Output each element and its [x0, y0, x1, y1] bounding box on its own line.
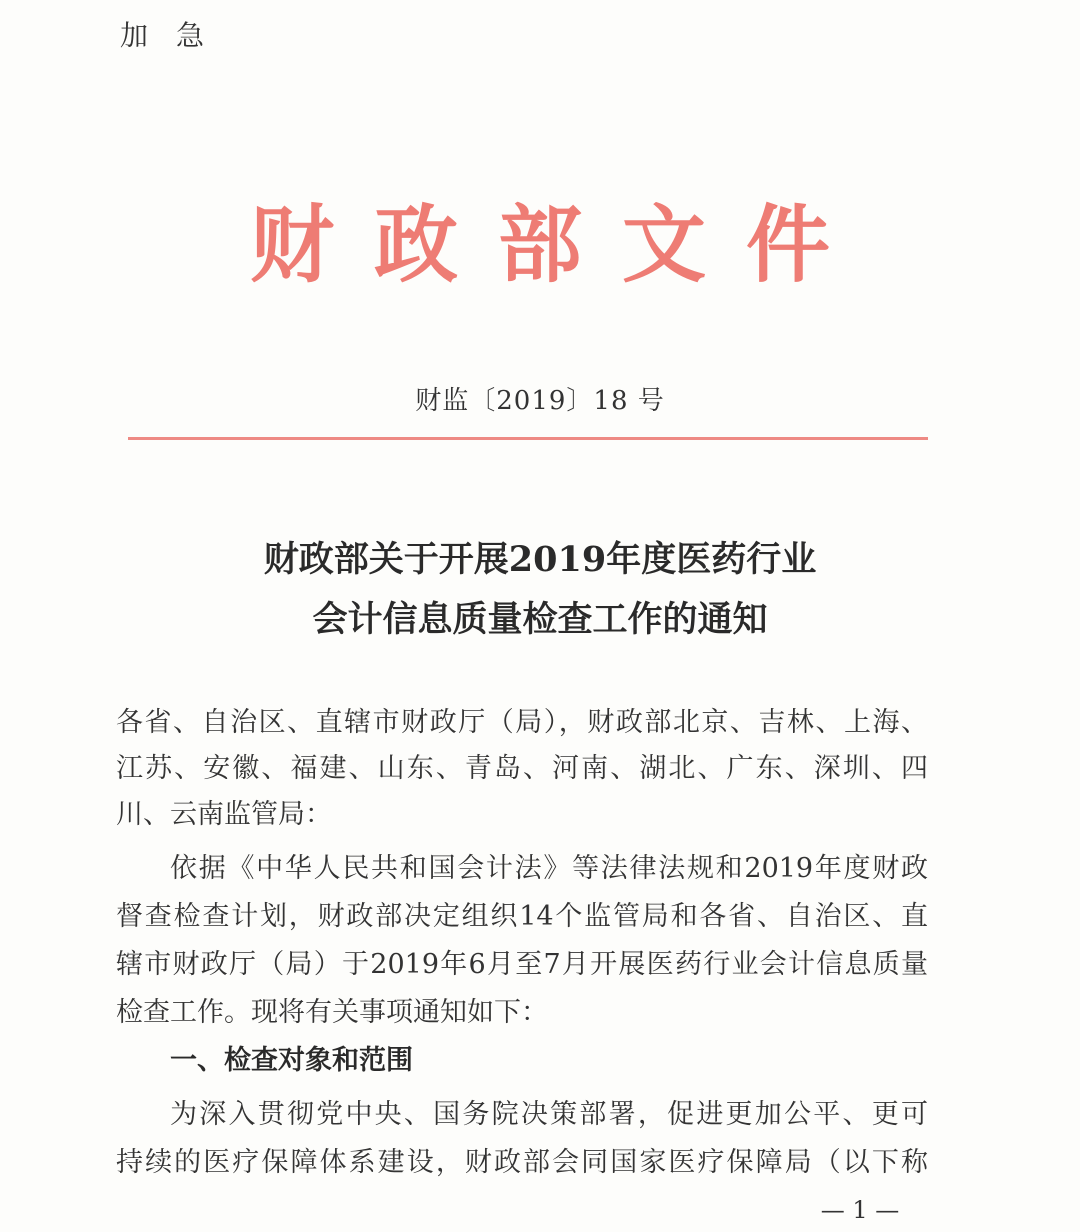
addressee-line: 川、云南监管局：	[116, 799, 332, 830]
paragraph-line: 依据《中华人民共和国会计法》等法律法规和2019年度财政	[170, 853, 928, 884]
notice-title-line-2: 会计信息质量检查工作的通知	[312, 599, 768, 640]
paragraph-line: 持续的医疗保障体系建设，财政部会同国家医疗保障局（以下称	[116, 1147, 928, 1178]
urgency-label: 加急	[120, 19, 233, 52]
paragraph-line: 检查工作。现将有关事项通知如下：	[116, 997, 548, 1028]
page-number: — 1 —	[820, 1196, 900, 1224]
red-divider-line	[128, 437, 928, 440]
notice-title-line-1: 财政部关于开展2019年度医药行业	[263, 539, 817, 580]
masthead-title: 财政部文件	[249, 195, 870, 294]
document-number: 财监〔2019〕18 号	[415, 386, 665, 416]
addressee-line: 各省、自治区、直辖市财政厅（局），财政部北京、吉林、上海、	[116, 707, 928, 738]
addressee-line: 江苏、安徽、福建、山东、青岛、河南、湖北、广东、深圳、四	[116, 753, 928, 784]
paragraph-line: 为深入贯彻党中央、国务院决策部署，促进更加公平、更可	[170, 1099, 928, 1130]
section-heading: 一、检查对象和范围	[170, 1045, 413, 1076]
paragraph-line: 督查检查计划，财政部决定组织14个监管局和各省、自治区、直	[116, 901, 928, 932]
paragraph-line: 辖市财政厅（局）于2019年6月至7月开展医药行业会计信息质量	[116, 949, 928, 980]
